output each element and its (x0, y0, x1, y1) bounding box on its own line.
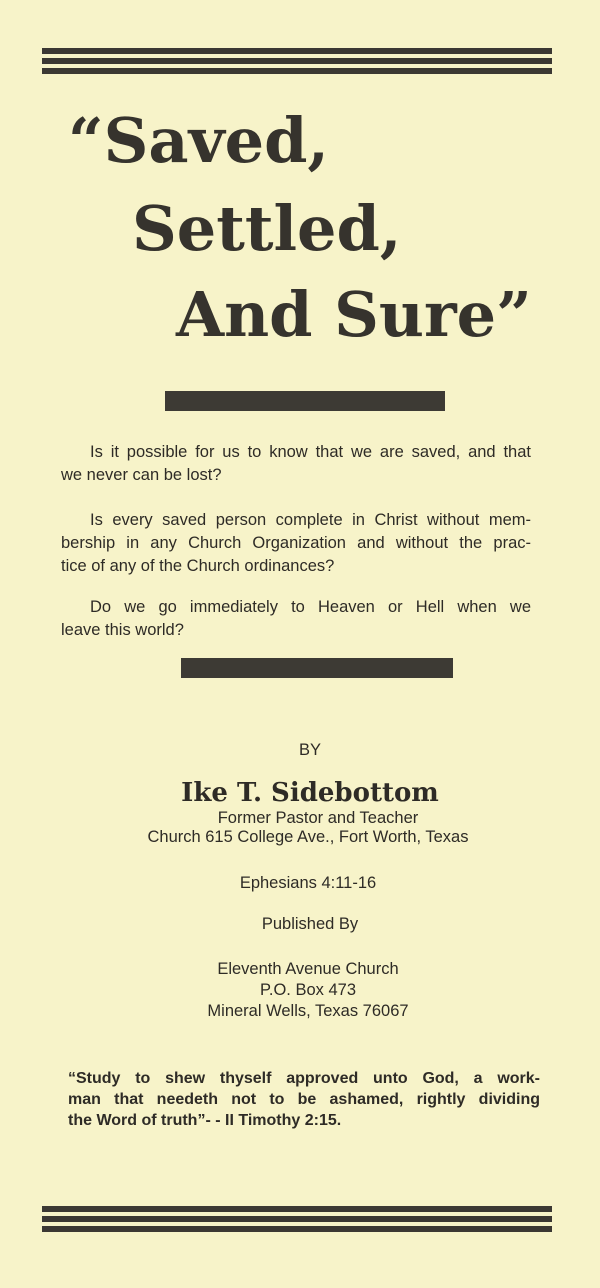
published-by-label: Published By (261, 915, 359, 933)
bottom-rule-lines (42, 1206, 552, 1236)
rule-line (42, 58, 552, 64)
question-3-line-2: leave this world? (61, 621, 184, 639)
question-2-line-2: bership in any Church Organization and without the prac- (61, 534, 531, 552)
question-1-line-1: Is it possible for us to know that we are saved, and that (90, 443, 531, 461)
title-line-3: And Sure” (176, 278, 532, 351)
scripture-reference: Ephesians 4:11-16 (239, 874, 377, 892)
question-2-line-3: tice of any of the Church ordinances? (61, 557, 335, 575)
rule-line (42, 1226, 552, 1232)
question-1 (61, 441, 531, 487)
rule-line (42, 1206, 552, 1212)
divider-bar-bottom (181, 658, 453, 678)
author-name: Ike T. Sidebottom (181, 778, 439, 808)
question-1-line-2: we never can be lost? (61, 466, 222, 484)
question-3 (61, 596, 531, 642)
quote-line-1: “Study to shew thyself approved unto God, a work- (68, 1070, 540, 1087)
publisher-block (8, 959, 600, 1022)
author-address: Church 615 College Ave., Fort Worth, Texas (147, 828, 469, 846)
rule-line (42, 48, 552, 54)
quote-line-3: the Word of truth”- - II Timothy 2:15. (68, 1112, 342, 1129)
author-role: Former Pastor and Teacher (217, 809, 419, 827)
question-2 (61, 509, 531, 578)
title-line-2: Settled, (132, 192, 402, 265)
publisher-name: Eleventh Avenue Church (217, 960, 399, 978)
question-2-line-1: Is every saved person complete in Christ without mem- (90, 511, 531, 529)
top-rule-lines (42, 48, 552, 78)
question-3-line-1: Do we go immediately to Heaven or Hell when we (90, 598, 531, 616)
rule-line (42, 68, 552, 74)
scripture-quote (68, 1068, 540, 1131)
rule-line (42, 1216, 552, 1222)
by-label: BY (298, 741, 321, 759)
quote-line-2: man that needeth not to be ashamed, rightly dividing (68, 1091, 540, 1108)
publisher-box: P.O. Box 473 (259, 981, 356, 999)
publisher-city: Mineral Wells, Texas 76067 (207, 1002, 409, 1020)
divider-bar-top (165, 391, 445, 411)
title-line-1: “Saved, (68, 104, 330, 177)
